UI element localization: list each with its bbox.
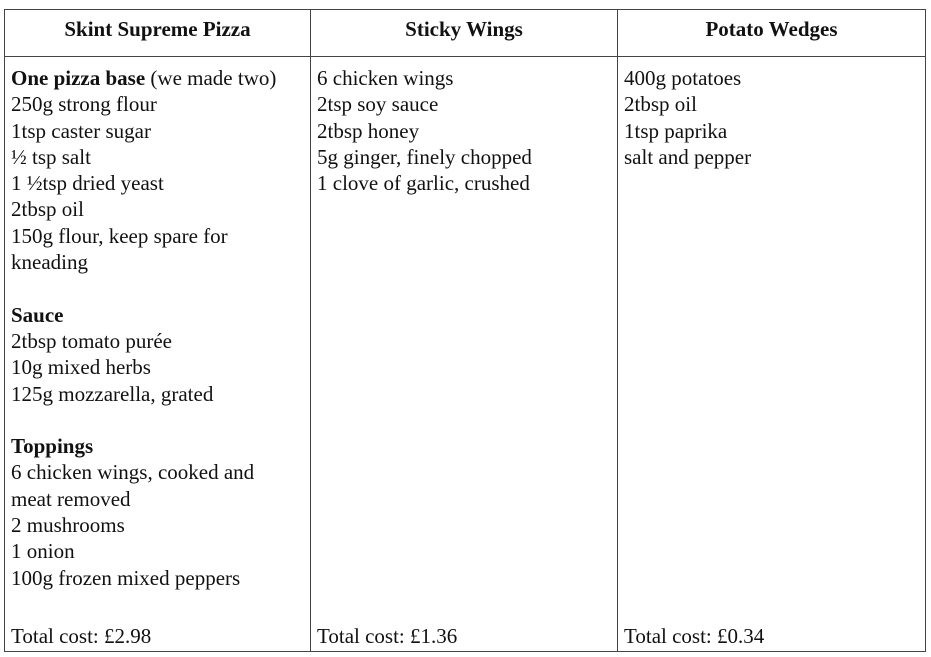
pizza-total-cost: Total cost: £2.98	[11, 624, 152, 648]
ingredient-line: 5g ginger, finely chopped	[317, 144, 532, 169]
pizza-base-note: (we made two)	[145, 66, 277, 90]
ingredient-line: 125g mozzarella, grated	[11, 381, 214, 406]
ingredient-line: 6 chicken wings	[317, 66, 454, 90]
wings-title: Sticky Wings	[405, 17, 523, 41]
ingredient-line: 2tbsp tomato purée	[11, 328, 172, 353]
toppings-heading: Toppings	[11, 434, 94, 459]
ingredient-line: 2tbsp oil	[624, 92, 697, 117]
header-cell-pizza	[5, 10, 311, 57]
ingredient-line: 1 ½tsp dried yeast	[11, 171, 164, 196]
wedges-total-cost: Total cost: £0.34	[624, 624, 765, 648]
wedges-title: Potato Wedges	[705, 17, 838, 41]
ingredient-line: 2tbsp oil	[11, 197, 84, 222]
ingredient-line: 10g mixed herbs	[11, 355, 151, 380]
ingredient-line: 2tbsp honey	[317, 118, 420, 143]
ingredient-line: salt and pepper	[624, 144, 752, 169]
header-cell-wings	[311, 10, 618, 57]
pizza-title: Skint Supreme Pizza	[64, 17, 251, 41]
recipe-table	[4, 9, 926, 652]
pizza-base-heading	[11, 65, 310, 91]
spacer	[11, 275, 310, 301]
wings-ingredients	[311, 57, 617, 196]
ingredient-line: 150g flour, keep spare for kneading	[11, 223, 228, 275]
ingredient-line: 1 onion	[11, 539, 75, 564]
sauce-heading: Sauce	[11, 302, 64, 327]
spacer	[11, 407, 310, 433]
ingredient-line: 1tsp caster sugar	[11, 118, 151, 143]
wings-cell	[311, 57, 618, 652]
wings-total-cost: Total cost: £1.36	[317, 624, 458, 648]
pizza-ingredients	[5, 57, 310, 591]
header-row	[5, 10, 926, 57]
ingredient-line: 100g frozen mixed peppers	[11, 565, 241, 590]
ingredient-line: 2tsp soy sauce	[317, 92, 439, 117]
wedges-cell	[618, 57, 926, 652]
ingredient-line: 2 mushrooms	[11, 513, 125, 538]
ingredient-line: 1tsp paprika	[624, 118, 728, 143]
ingredient-line: 400g potatoes	[624, 66, 742, 90]
ingredient-line: 6 chicken wings, cooked and meat removed	[11, 460, 255, 511]
header-cell-wedges	[618, 10, 926, 57]
body-row	[5, 57, 926, 652]
pizza-cell	[5, 57, 311, 652]
ingredient-line: 250g strong flour	[11, 92, 157, 117]
wedges-ingredients	[618, 57, 925, 170]
ingredient-line: ½ tsp salt	[11, 144, 91, 169]
pizza-base-label: One pizza base	[11, 66, 146, 90]
ingredient-line: 1 clove of garlic, crushed	[317, 171, 530, 196]
